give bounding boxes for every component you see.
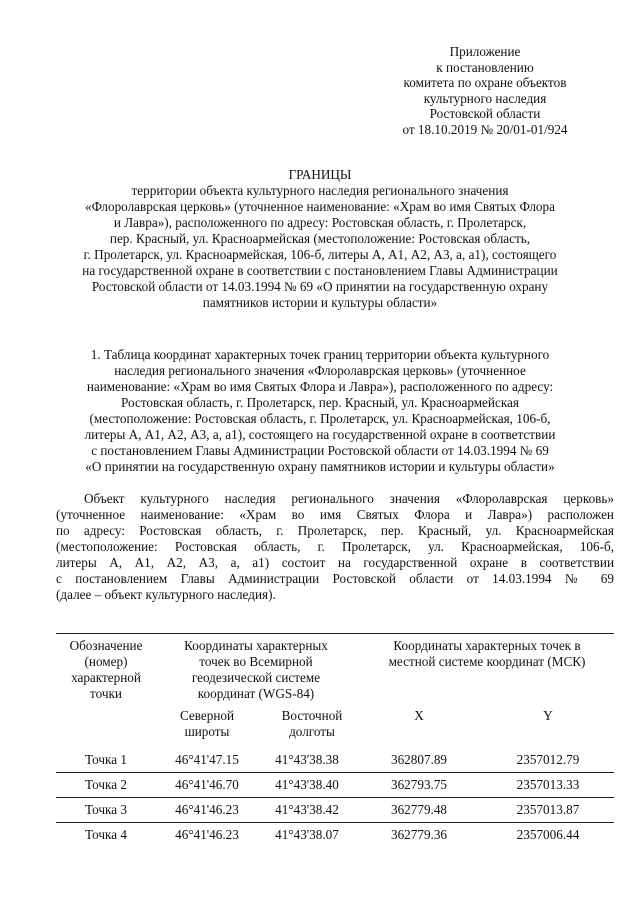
header-wgs84-coordinates: Координаты характерных точек во Всемирной геодезической системе координат (WGS-84): [156, 634, 356, 709]
title-line: памятников истории и культуры области»: [202, 295, 438, 310]
document-title: [40, 167, 600, 311]
paragraph-line: (далее – объект культурного наследия).: [56, 587, 276, 602]
table-row: [56, 773, 614, 798]
header-point-designation: Обозначение (номер) характерной точки: [56, 634, 156, 709]
paragraph-line: литеры А, А1, А2, А3, а, а1) состоит на государственной охране в соответствии: [56, 555, 614, 570]
section-line: наименование: «Храм во имя Святых Флора и Лавра»), расположенного по адресу:: [86, 379, 554, 394]
table-row: [56, 823, 614, 848]
section-line: с постановлением Главы Администрации Ростовской области от 14.03.1994 № 69: [91, 443, 549, 458]
subheader-longitude: Восточной долготы: [281, 708, 343, 739]
title-line: и Лавра»), расположенного по адресу: Ростовская область, г. Пролетарск,: [113, 215, 527, 230]
cell-point: Точка 3: [56, 798, 156, 823]
cell-latitude: 46°41'46.23: [156, 798, 258, 823]
cell-latitude: 46°41'46.70: [156, 773, 258, 798]
cell-point: Точка 2: [56, 773, 156, 798]
cell-x: 362779.36: [356, 823, 482, 848]
appendix-line: Приложение: [449, 44, 521, 59]
paragraph-line: (уточненное наименование: «Храм во имя Святых Флора и Лавра») расположен: [56, 507, 614, 522]
cell-longitude: 41°43'38.07: [258, 823, 356, 848]
section-line: (местоположение: Ростовская область, г. Пролетарск, ул. Красноармейская, 106-б,: [89, 411, 551, 426]
appendix-line: культурного наследия: [423, 90, 547, 106]
cell-y: 2357013.87: [482, 798, 614, 823]
subheader-x: X: [414, 708, 424, 723]
section-line: литеры А, А1, А2, А3, а, а1), состоящего на государственной охране в соответствии: [84, 427, 556, 442]
section-line: «О принятии на государственную охрану памятников истории и культуры области»: [85, 459, 555, 474]
subheader-latitude: Северной широты: [179, 708, 235, 739]
coordinates-table: [56, 633, 614, 847]
cell-y: 2357013.33: [482, 773, 614, 798]
cell-x: 362779.48: [356, 798, 482, 823]
title-line: пер. Красный, ул. Красноармейская (местоположение: Ростовская область,: [109, 231, 531, 246]
cell-latitude: 46°41'47.15: [175, 752, 239, 767]
title-line: Ростовской области от 14.03.1994 № 69 «О принятии на государственную охрану: [91, 279, 549, 294]
appendix-line: от 18.10.2019 № 20/01-01/924: [402, 121, 568, 137]
title-line: территории объекта культурного наследия регионального значения: [131, 183, 509, 198]
title-line: на государственной охране в соответствии с постановлением Главы Администрации: [82, 263, 558, 278]
cell-point: Точка 1: [85, 752, 127, 767]
section-line: 1. Таблица координат характерных точек границ территории объекта культурного: [90, 347, 550, 362]
title-line: г. Пролетарск, ул. Красноармейская, 106-б, литеры А, А1, А2, А3, а, а1), состоящего: [83, 247, 557, 262]
paragraph-line: (местоположение: Ростовская область, г. Пролетарск, ул. Красноармейская, 106-б,: [56, 539, 614, 554]
section-line: наследия регионального значения «Флоролаврская церковь» (уточненное: [114, 363, 526, 378]
appendix-line: комитета по охране объектов: [403, 75, 567, 91]
section-line: Ростовская область, г. Пролетарск, пер. Красный, ул. Красноармейская: [121, 395, 519, 410]
cell-y: 2357012.79: [516, 752, 580, 767]
cell-longitude: 41°43'38.40: [258, 773, 356, 798]
cell-point: Точка 4: [56, 823, 156, 848]
subheader-y: Y: [543, 708, 553, 723]
cell-latitude: 46°41'46.23: [156, 823, 258, 848]
body-paragraph: [56, 491, 614, 603]
header-msk-coordinates: Координаты характерных точек в местной системе координат (МСК): [356, 634, 614, 709]
appendix-line: Ростовской области: [429, 106, 541, 122]
cell-x: 362793.75: [356, 773, 482, 798]
appendix-header: [370, 44, 600, 138]
title-line: «Флоролаврская церковь» (уточненное наименование: «Храм во имя Святых Флора: [85, 199, 555, 214]
cell-x: 362807.89: [390, 752, 448, 767]
cell-longitude: 41°43'38.42: [258, 798, 356, 823]
table-row: [56, 798, 614, 823]
paragraph-line: Объект культурного наследия регионального значения «Флоролаврская церковь»: [84, 491, 614, 506]
cell-y: 2357006.44: [482, 823, 614, 848]
paragraph-line: по адресу: Ростовская область, г. Пролетарск, пер. Красный, ул. Красноармейская: [56, 523, 614, 538]
paragraph-line: с постановлением Главы Администрации Ростовской области от 14.03.1994 № 69: [56, 571, 614, 586]
cell-longitude: 41°43'38.38: [275, 752, 339, 767]
table-subheader-row: [56, 708, 614, 748]
title-heading: ГРАНИЦЫ: [288, 167, 352, 182]
table-header-row: [56, 634, 614, 709]
table-row: [56, 748, 614, 773]
section-1-heading: [40, 347, 600, 475]
appendix-line: к постановлению: [436, 59, 534, 75]
